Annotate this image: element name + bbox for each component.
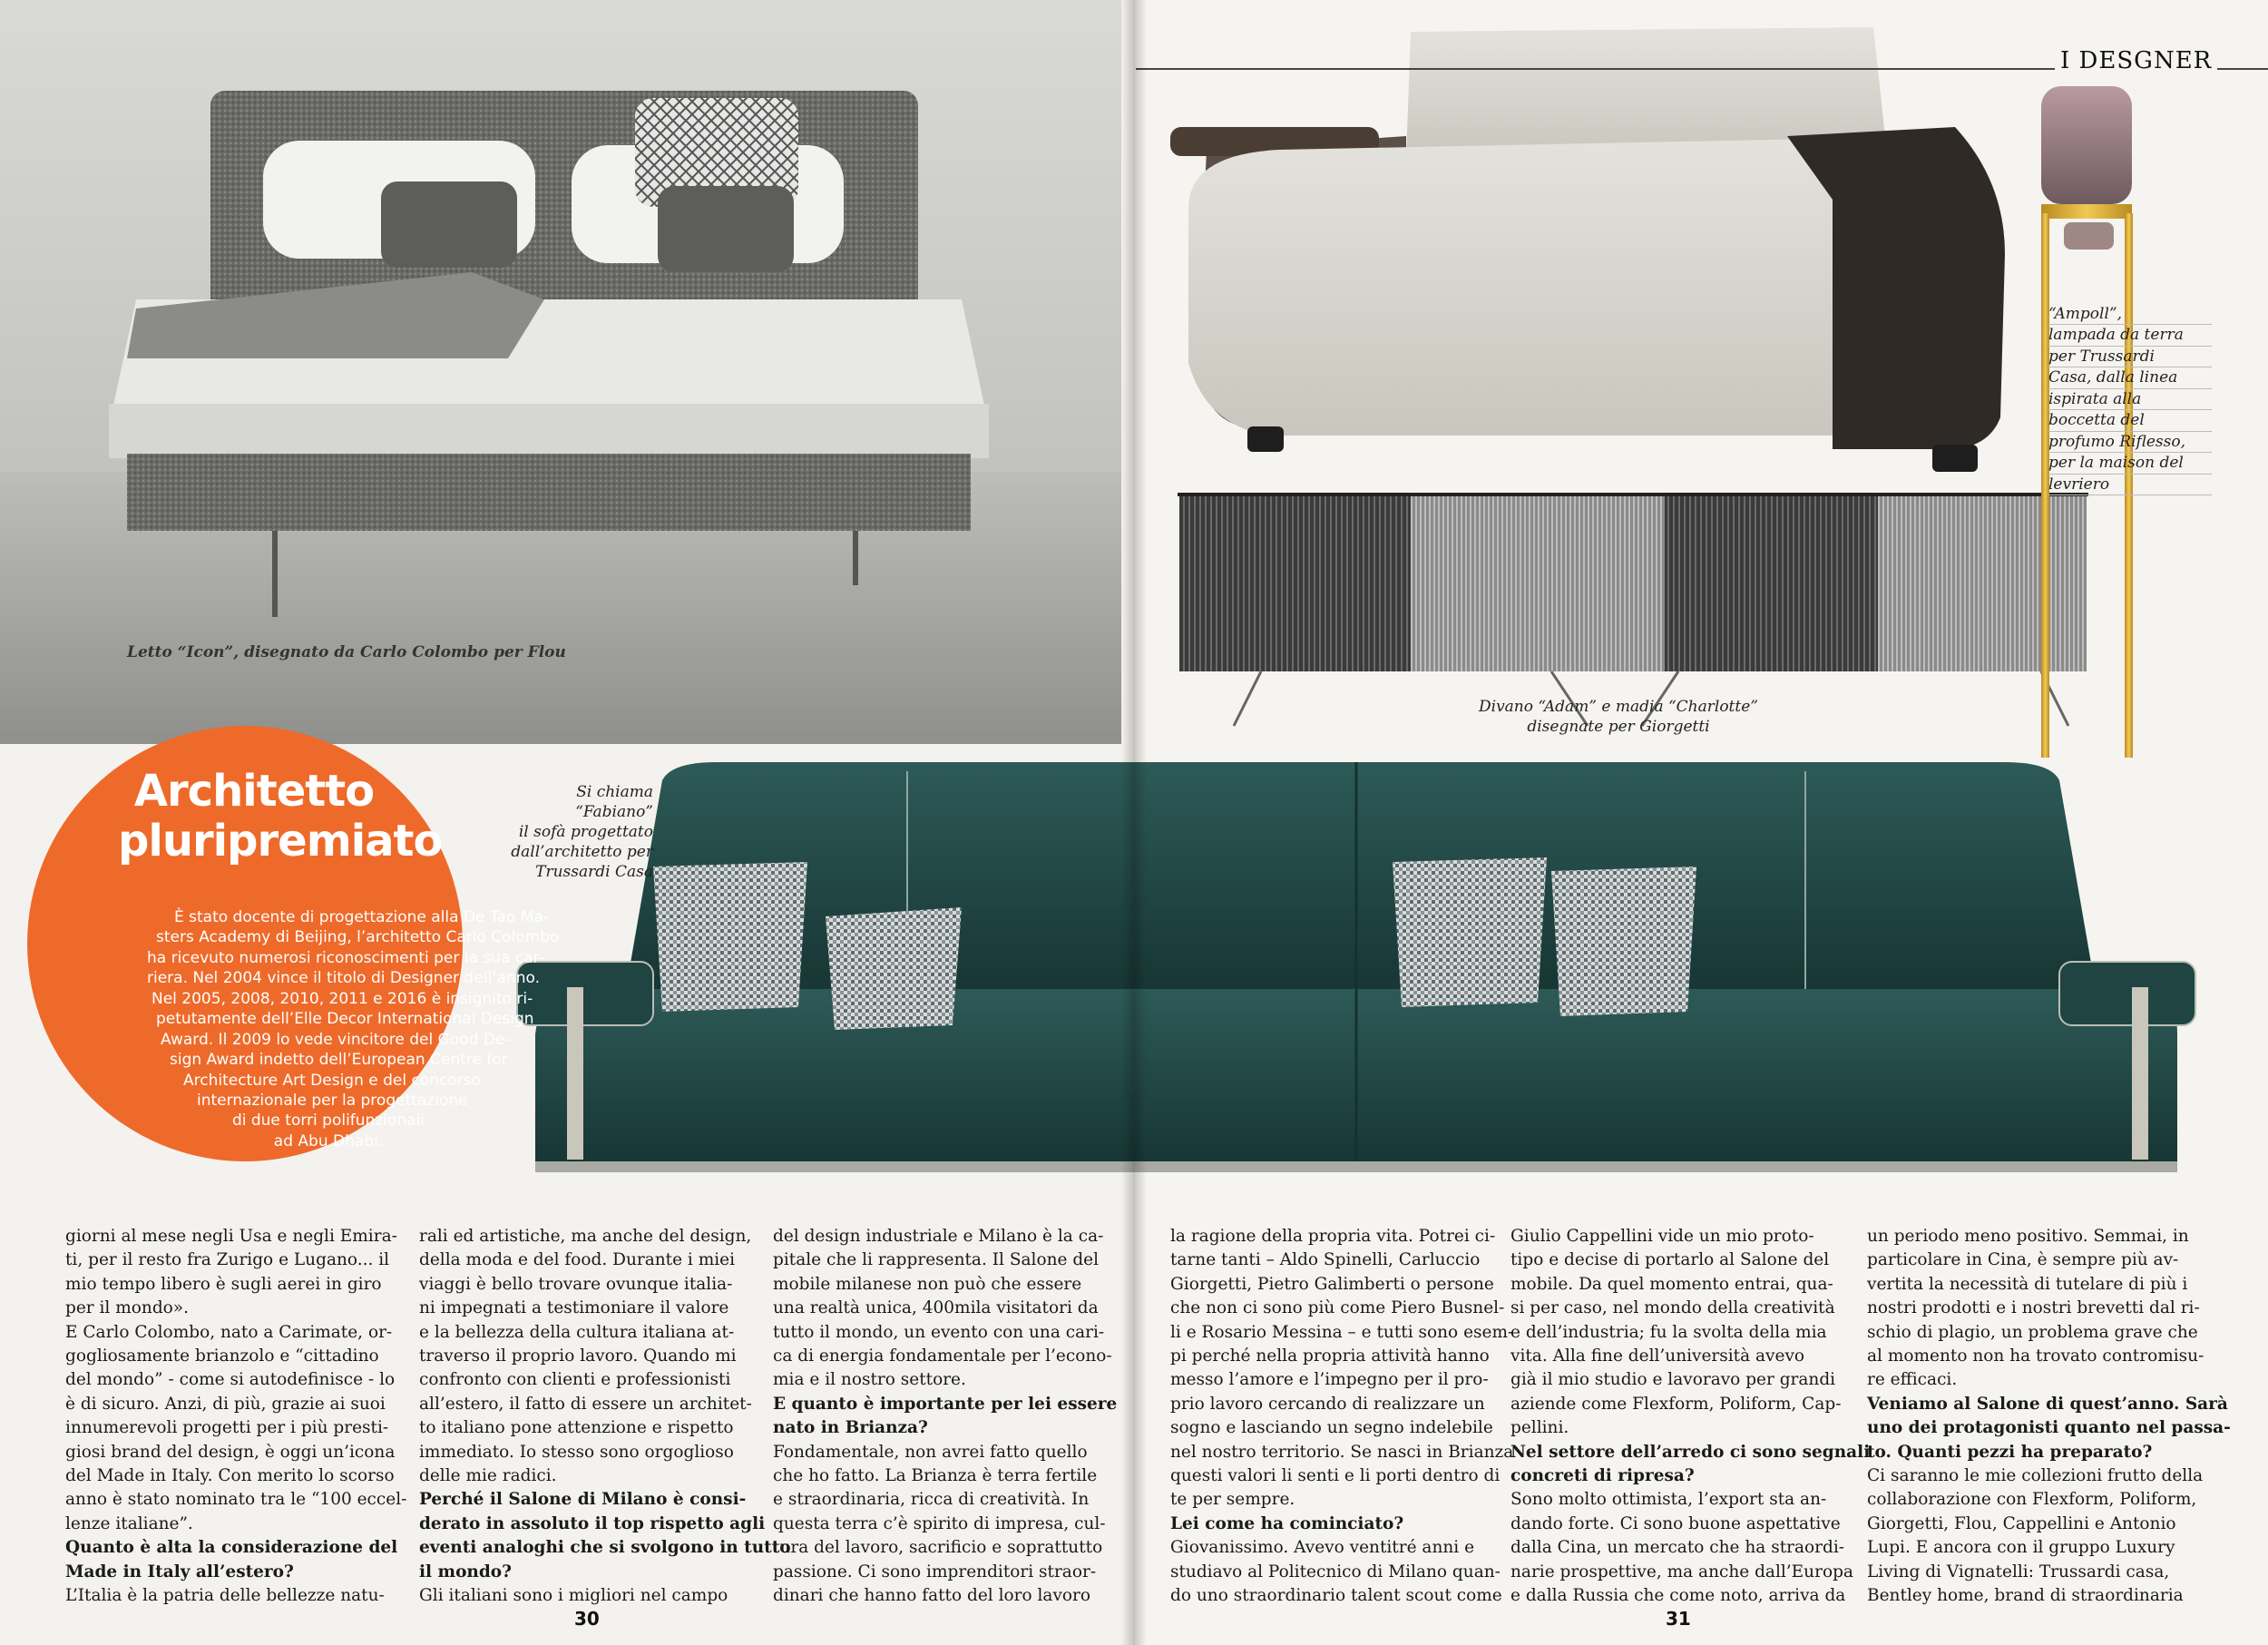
body-line: e straordinaria, ricca di creatività. In [773,1490,1090,1510]
page-number-right: 31 [1666,1608,1691,1630]
adam-caption-line: disegnate per Giorgetti [1527,718,1710,737]
body-line: confronto con clienti e professionisti [419,1370,731,1390]
body-line: questa terra c’è spirito di impresa, cul- [773,1513,1106,1533]
ampoll-caption-line: “Ampoll”, [2048,304,2212,325]
body-line: ni impegnati a testimoniare il valore [419,1298,729,1318]
body-line: innumerevoli progetti per i più presti- [65,1418,389,1438]
body-line: Lupi. E ancora con il gruppo Luxury [1867,1538,2175,1558]
body-line: E Carlo Colombo, nato a Carimate, or- [65,1322,393,1342]
body-line: Bentley home, brand di straordinaria [1867,1586,2184,1606]
body-line: passione. Ci sono imprenditori straor- [773,1562,1097,1581]
body-line: e dalla Russia che come noto, arriva da [1510,1586,1846,1606]
body-line: vita. Alla fine dell’università avevo [1510,1346,1805,1366]
body-line: gogliosamente brianzolo e “cittadino [65,1346,379,1366]
bed-base [127,454,971,531]
sidebar-line: ad Abu Dhabi. [273,1131,384,1151]
cushion [653,862,807,1012]
fabiano-caption-line: Trussardi Casa [535,863,653,882]
question-line: il mondo? [419,1562,512,1581]
question-line: Nel settore dell’arredo ci sono segnali [1510,1442,1871,1462]
body-line: ca di energia fondamentale per l’econo- [773,1346,1112,1366]
adam-caption [1479,697,1758,737]
cushion [1393,857,1547,1007]
body-line: è di sicuro. Anzi, di più, grazie ai suoi [65,1394,386,1414]
sideboard-charlotte [1178,493,2088,726]
body-line: pi perché nella propria attività hanno [1170,1346,1490,1366]
fabiano-caption-line: “Fabiano” [575,803,653,822]
body-line: Gli italiani sono i migliori nel campo [419,1586,728,1606]
question-line: Lei come ha cominciato? [1170,1513,1404,1533]
mattress [109,404,989,458]
body-line: dalla Cina, un mercato che ha straordi- [1510,1538,1845,1558]
cushion [826,907,962,1030]
question-line: nato in Brianza? [773,1418,928,1438]
text-column-2 [419,1225,791,1609]
body-line: vertita la necessità di tutelare di più i [1867,1274,2188,1294]
question-line: Perché il Salone di Milano è consi- [419,1490,747,1510]
body-line: giorni al mese negli Usa e negli Emira- [65,1227,397,1246]
bed-leg [853,531,858,585]
body-line: del design industriale e Milano è la ca- [773,1227,1104,1246]
body-line: già il mio studio e lavoravo per grandi [1510,1370,1836,1390]
body-line: Giorgetti, Flou, Cappellini e Antonio [1867,1513,2176,1533]
body-line: ti, per il resto fra Zurigo e Lugano... il [65,1250,390,1270]
body-line: Giorgetti, Pietro Galimberti o persone [1170,1274,1494,1294]
sidebar-line: petutamente dell’Elle Decor International Design [156,1010,534,1029]
fabiano-caption-line: dall’architetto per [511,843,653,862]
ampoll-caption-line: levriero [2048,475,2212,495]
body-line: Sono molto ottimista, l’export sta an- [1510,1490,1827,1510]
body-line: Ci saranno le mie collezioni frutto della [1867,1466,2204,1486]
sidebar-line: ha ricevuto numerosi riconoscimenti per la sua car- [147,948,544,967]
body-line: L’Italia è la patria delle bellezze natu- [65,1586,385,1606]
body-line: questi valori li senti e li porti dentro di [1170,1466,1501,1486]
body-line: nostri prodotti e i nostri brevetti dal ri- [1867,1298,2200,1318]
ampoll-caption [2048,304,2212,495]
body-line: anno è stato nominato tra le “100 eccel- [65,1490,407,1510]
body-line: si per caso, nel mondo della creatività [1510,1298,1835,1318]
body-line: li e Rosario Messina – e tutti sono esem- [1170,1322,1514,1342]
sidebar-line: riera. Nel 2004 vince il titolo di Designer dell’anno. [147,969,540,988]
sofa-arm-right [2059,962,2195,1025]
cushion [658,186,794,272]
body-line: particolare in Cina, è sempre più av- [1867,1250,2179,1270]
sidebar-line: Award. Il 2009 lo vede vincitore del Good De- [161,1030,511,1049]
ampoll-caption-line: ispirata alla [2048,389,2212,410]
body-line: re efficaci. [1867,1370,1958,1390]
body-line: pitale che li rappresenta. Il Salone del [773,1250,1100,1270]
sofa-fabiano [517,762,2195,1189]
page-number-left: 30 [574,1608,600,1630]
body-line: sogno e lasciando un segno indelebile [1170,1418,1493,1438]
body-line: del mondo” - come si autodefinisce - lo [65,1370,396,1390]
sidebar-body [47,907,560,1151]
body-line: tutto il mondo, un evento con una cari- [773,1322,1105,1342]
text-column-4 [1170,1225,1514,1609]
body-line: della moda e del food. Durante i miei [419,1250,736,1270]
body-line: pellini. [1510,1418,1569,1438]
sidebar-line: Nel 2005, 2008, 2010, 2011 e 2016 è insignito ri- [152,989,533,1008]
body-line: giosi brand del design, è oggi un’icona [65,1442,396,1462]
body-line: del Made in Italy. Con merito lo scorso [65,1466,395,1486]
body-line: per il mondo». [65,1298,190,1318]
body-line: che ho fatto. La Brianza è terra fertile [773,1466,1098,1486]
body-line: Fondamentale, non avrei fatto quello [773,1442,1088,1462]
sidebar-line: sters Academy di Beijing, l’architetto Carlo Colombo [156,928,560,947]
body-line: mobile milanese non può che essere [773,1274,1082,1294]
body-line: e la bellezza della cultura italiana at- [419,1322,735,1342]
armchair-adam [1170,27,2005,472]
sidebar-line: di due torri polifunzionali [231,1111,425,1131]
body-line: una realtà unica, 400mila visitatori da [773,1298,1099,1318]
body-line: mobile. Da quel momento entrai, qua- [1510,1274,1833,1294]
sofa-arm-bracket [567,987,583,1160]
body-line: dinari che hanno fatto del loro lavoro [773,1586,1091,1606]
sidebar-line: È stato docente di progettazione alla De Tao Ma- [174,908,549,926]
section-label: I DESGNER [2055,47,2217,74]
sidebar-title-line2: pluripremiato [118,816,443,867]
question-line: eventi analoghi che si svolgono in tutto [419,1538,791,1558]
bed-illustration [0,0,1121,744]
body-line: tura del lavoro, sacrificio e soprattutto [773,1538,1103,1558]
ampoll-caption-line: profumo Riflesso, [2048,432,2212,453]
fabiano-caption-line: Si chiama [576,783,653,801]
question-line: Quanto è alta la considerazione del [65,1538,398,1558]
body-line: e dell’industria; fu la svolta della mia [1510,1322,1827,1342]
body-line: nel nostro territorio. Se nasci in Brianza [1170,1442,1514,1462]
question-line: E quanto è importante per lei essere [773,1394,1118,1414]
body-line: mia e il nostro settore. [773,1370,966,1390]
question-line: uno dei protagonisti quanto nel passa- [1867,1418,2231,1438]
fabiano-caption [508,782,653,882]
sidebar-title [118,766,443,867]
body-line: lenze italiane”. [65,1513,193,1533]
body-line: viaggi è bello trovare ovunque italia- [419,1274,733,1294]
body-line: immediato. Io stesso sono orgoglioso [419,1442,734,1462]
question-line: Veniamo al Salone di quest’anno. Sarà [1867,1394,2228,1414]
ampoll-caption-line: lampada da terra [2048,325,2212,346]
body-line: tipo e decise di portarlo al Salone del [1510,1250,1830,1270]
body-line: messo l’amore e l’impegno per il pro- [1170,1370,1489,1390]
body-line: delle mie radici. [419,1466,557,1486]
body-line: studiavo al Politecnico di Milano quan- [1170,1562,1501,1581]
question-line: concreti di ripresa? [1510,1466,1695,1486]
question-line: derato in assoluto il top rispetto agli [419,1513,766,1533]
text-column-6 [1867,1225,2231,1609]
body-line: prio lavoro cercando di realizzare un [1170,1394,1485,1414]
body-line: che non ci sono più come Piero Busnel- [1170,1298,1505,1318]
body-line: la ragione della propria vita. Potrei ci- [1170,1227,1496,1246]
ampoll-caption-line: Casa, dalla linea [2048,367,2212,388]
body-line: te per sempre. [1170,1490,1295,1510]
sidebar-title-line1: Architetto [133,766,375,817]
cushion [381,181,517,268]
ampoll-caption-line: per Trussardi [2048,347,2212,367]
bed-caption: Letto “Icon”, disegnato da Carlo Colombo per Flou [127,643,566,661]
body-line: Giulio Cappellini vide un mio proto- [1510,1227,1814,1246]
body-line: schio di plagio, un problema grave che [1867,1322,2198,1342]
body-line: narie prospettive, ma anche dall’Europa [1510,1562,1853,1581]
question-line: to. Quanti pezzi ha preparato? [1867,1442,2153,1462]
body-line: Living di Vignatelli: Trussardi casa, [1867,1562,2170,1581]
body-line: un periodo meno positivo. Semmai, in [1867,1227,2189,1246]
body-line: rali ed artistiche, ma anche del design, [419,1227,752,1246]
ampoll-caption-line: boccetta del [2048,410,2212,431]
question-line: Made in Italy all’estero? [65,1562,294,1581]
body-line: to italiano pone attenzione e rispetto [419,1418,734,1438]
body-line: dando forte. Ci sono buone aspettative [1510,1513,1841,1533]
text-column-1 [65,1225,407,1609]
text-column-3 [773,1225,1118,1609]
body-line: mio tempo libero è sugli aerei in giro [65,1274,382,1294]
fabiano-caption-line: il sofà progettato [518,823,653,842]
sidebar-line: Architecture Art Design e del concorso [183,1071,482,1090]
cushion [1551,867,1696,1016]
sofa-plinth [535,1161,2177,1172]
body-line: tarne tanti – Aldo Spinelli, Carluccio [1170,1250,1481,1270]
bed-photo [0,0,1121,744]
body-line: do uno straordinario talent scout come [1170,1586,1502,1606]
body-line: all’estero, il fatto di essere un architet- [419,1394,752,1414]
body-line: Giovanissimo. Avevo ventitré anni e [1170,1538,1475,1558]
sofa-arm-bracket [2132,987,2148,1160]
body-line: traverso il proprio lavoro. Quando mi [419,1346,737,1366]
adam-caption-line: Divano “Adam” e madia “Charlotte” [1479,698,1758,716]
sidebar-line: sign Award indetto dell’European Centre for [170,1051,508,1070]
body-line: aziende come Flexform, Poliform, Cap- [1510,1394,1842,1414]
ampoll-caption-line: per la maison del [2048,453,2212,474]
sidebar-line: internazionale per la progettazione [197,1091,468,1110]
body-line: al momento non ha trovato contromisu- [1867,1346,2204,1366]
body-line: collaborazione con Flexform, Poliform, [1867,1490,2197,1510]
text-column-5 [1510,1225,1871,1609]
bed-leg [272,531,278,617]
